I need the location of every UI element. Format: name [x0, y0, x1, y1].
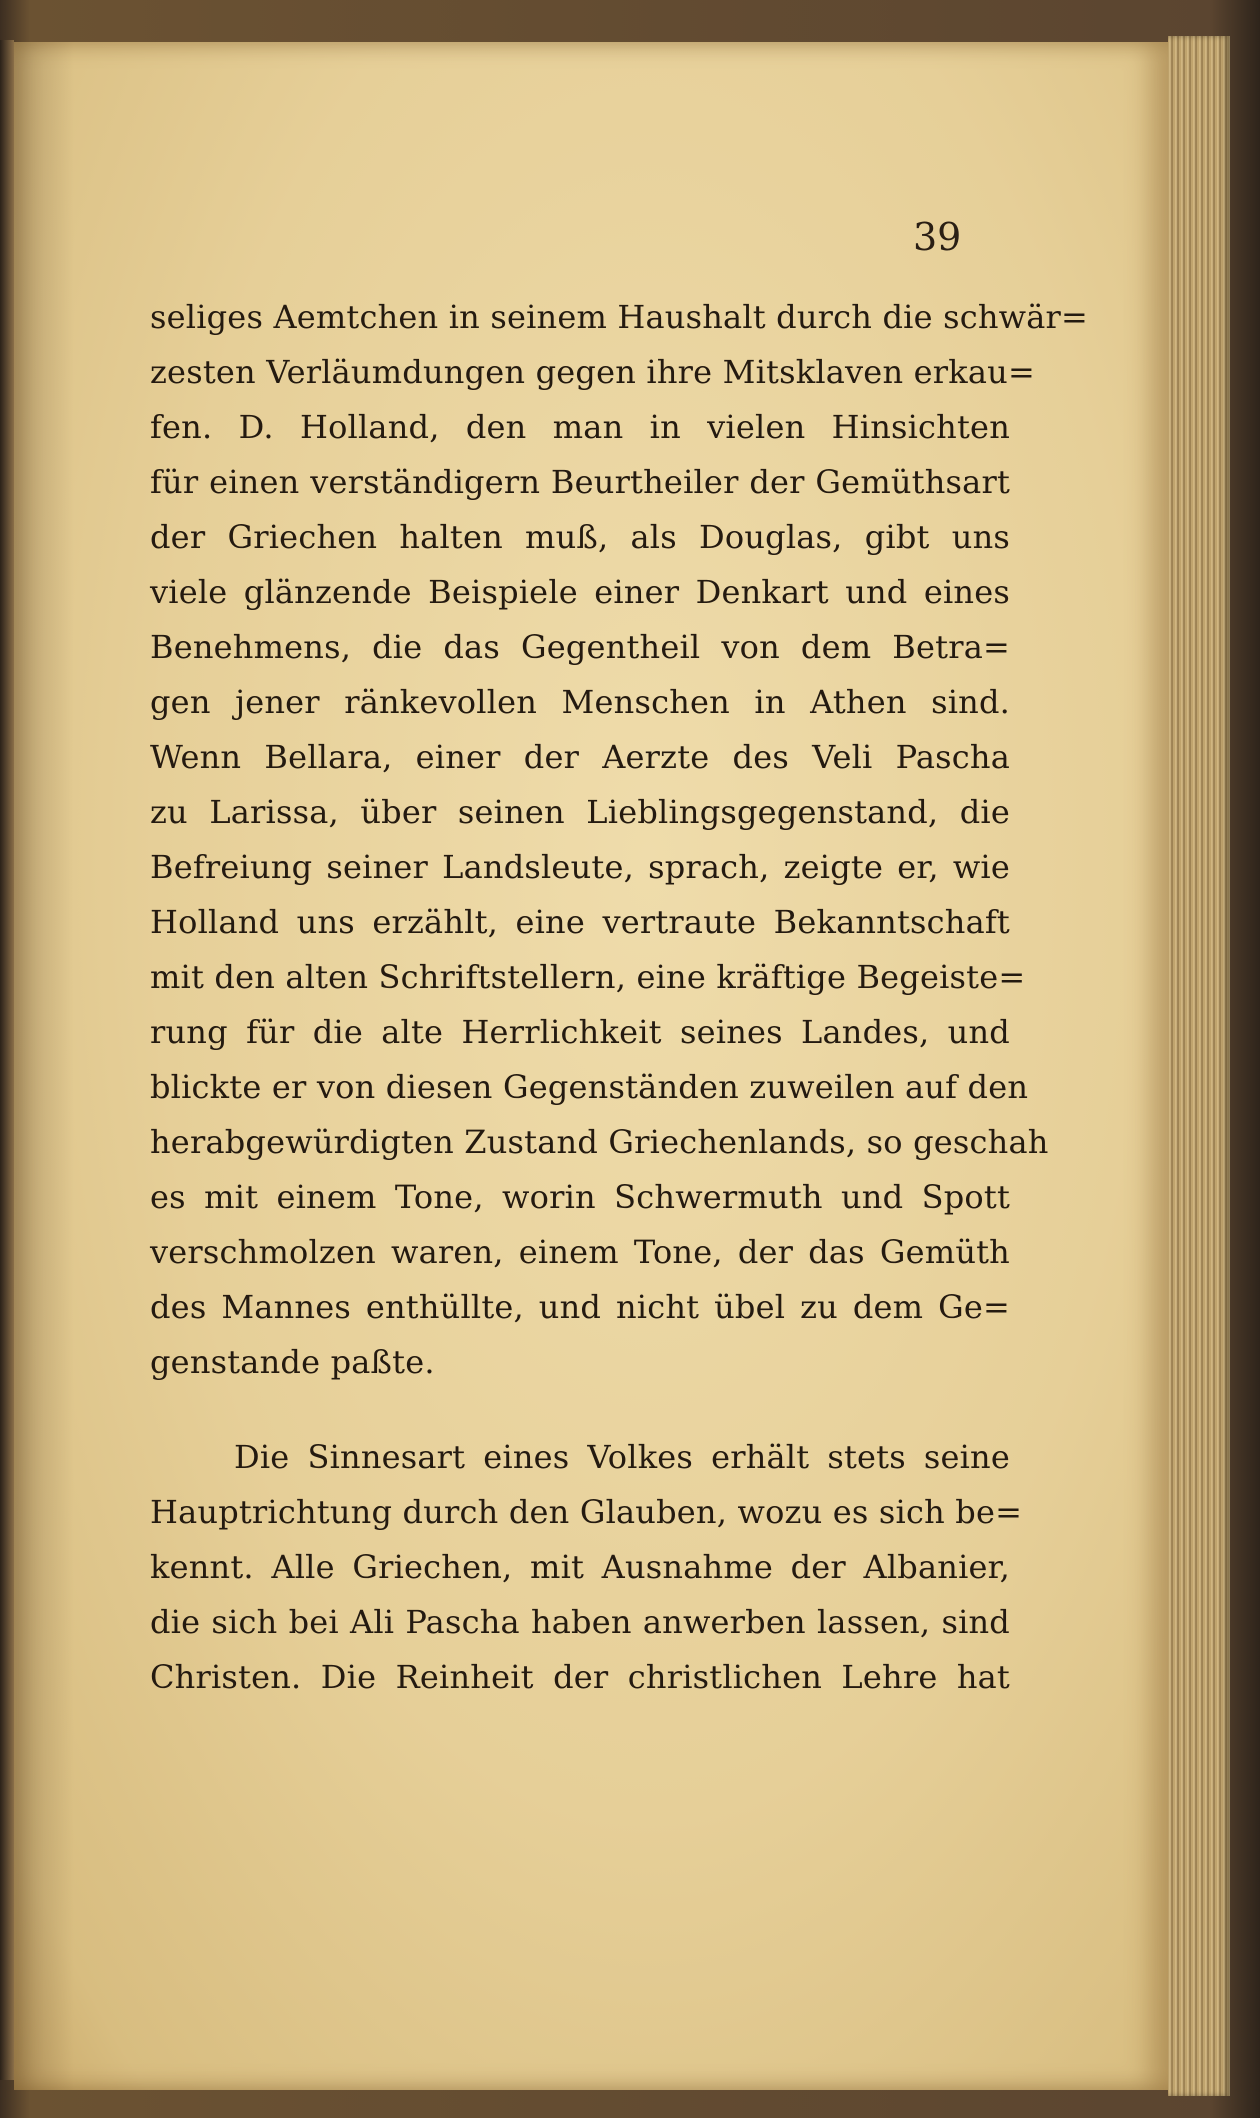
text-line: herabgewürdigten Zustand Griechenlands, so geschah [150, 1123, 1049, 1161]
spine-shadow [14, 42, 74, 2090]
text-line: Hauptrichtung durch den Glauben, wozu es sich be= [150, 1493, 1023, 1531]
text-line: mit den alten Schriftstellern, eine kräftige Begeiste= [150, 958, 1026, 996]
left-page-edge [0, 40, 14, 2080]
text-line: genstande paßte. [150, 1343, 435, 1381]
text-line: viele glänzende Beispiele einer Denkart und eines [150, 573, 1010, 611]
text-line: Christen. Die Reinheit der christlichen Lehre hat [150, 1658, 1010, 1696]
paragraph-2 [150, 1430, 1023, 1705]
text-line: Benehmens, die das Gegentheil von dem Betra= [150, 628, 1010, 666]
text-line: der Griechen halten muß, als Douglas, gibt uns [150, 518, 1010, 556]
paragraph-1 [150, 290, 1089, 1390]
text-line: Holland uns erzählt, eine vertraute Bekanntschaft [150, 903, 1010, 941]
text-line: fen. D. Holland, den man in vielen Hinsichten [150, 408, 1010, 446]
text-line: gen jener ränkevollen Menschen in Athen sind. [150, 683, 1010, 721]
text-line: des Mannes enthüllte, und nicht übel zu dem Ge= [150, 1288, 1010, 1326]
page-fore-edge [1168, 36, 1230, 2096]
text-line: kennt. Alle Griechen, mit Ausnahme der Albanier, [150, 1548, 1010, 1586]
text-line: seliges Aemtchen in seinem Haushalt durch die schwär= [150, 298, 1089, 336]
text-line: es mit einem Tone, worin Schwermuth und Spott [150, 1178, 1010, 1216]
text-line: verschmolzen waren, einem Tone, der das Gemüth [150, 1233, 1010, 1271]
paragraph-gap [150, 1390, 1010, 1430]
text-line: blickte er von diesen Gegenständen zuweilen auf den [150, 1068, 1029, 1106]
text-line: Wenn Bellara, einer der Aerzte des Veli Pascha [150, 738, 1010, 776]
text-line: für einen verständigern Beurtheiler der Gemüthsart [150, 463, 1010, 501]
text-line: zu Larissa, über seinen Lieblingsgegenstand, die [150, 793, 1010, 831]
body-text [150, 290, 1089, 1705]
text-line: Befreiung seiner Landsleute, sprach, zeigte er, wie [150, 848, 1010, 886]
text-line: zesten Verläumdungen gegen ihre Mitsklaven erkau= [150, 353, 1035, 391]
text-line: die sich bei Ali Pascha haben anwerben lassen, sind [150, 1603, 1010, 1641]
text-line: rung für die alte Herrlichkeit seines Landes, und [150, 1013, 1010, 1051]
page-number: 39 [913, 215, 962, 259]
text-line: Die Sinnesart eines Volkes erhält stets seine [234, 1438, 1010, 1476]
